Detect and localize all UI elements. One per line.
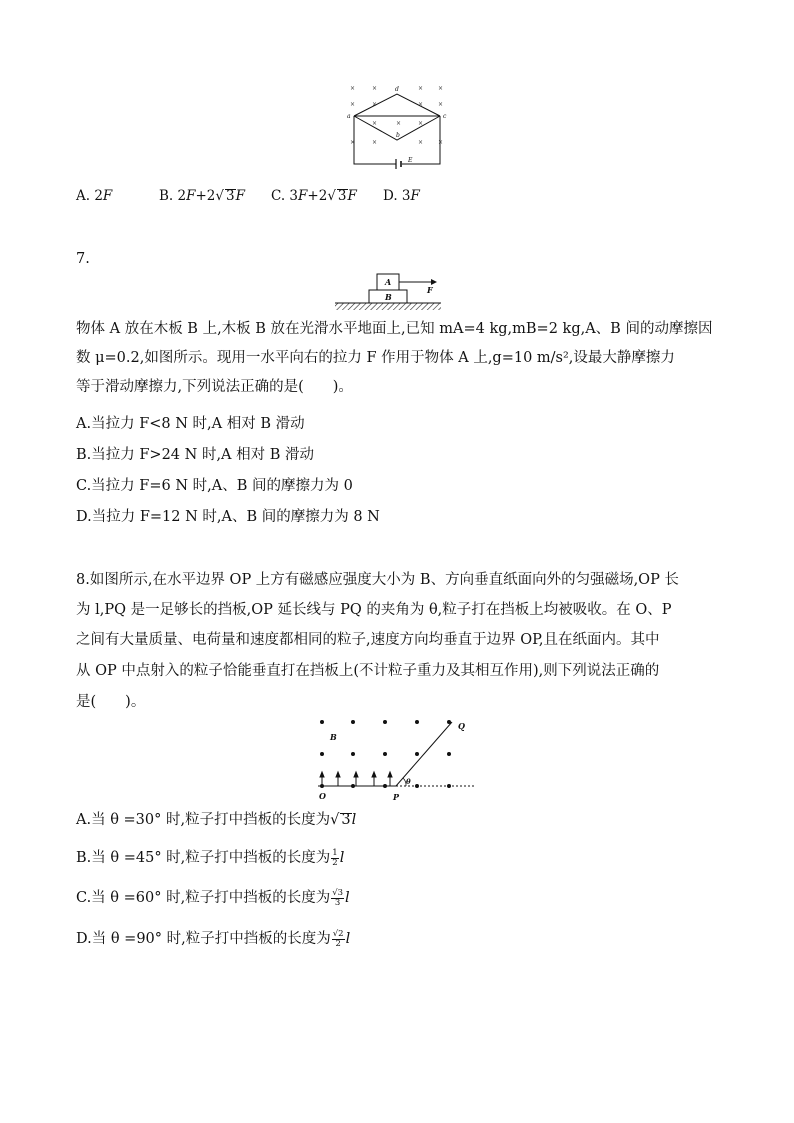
q8-option-d: D.当 θ =90° 时,粒子打中挡板的长度为 $\frac{√2}{2}$ l [76, 928, 351, 949]
q7-stem-line-3: 等于滑动摩擦力,下列说法正确的是( )。 [76, 379, 353, 395]
label-theta: θ [406, 777, 411, 786]
q8-stem-line-3: 之间有大量质量、电荷量和速度都相同的粒子,速度方向均垂直于边界 OP,且在纸面内。其中 [76, 632, 660, 648]
svg-text:×: × [438, 139, 444, 146]
label-B: B [385, 292, 392, 302]
svg-text:×: × [418, 139, 424, 146]
label-B: B [330, 732, 337, 742]
label-d: d [395, 86, 399, 93]
q7-option-a: A.当拉力 F<8 N 时,A 相对 B 滑动 [76, 416, 305, 432]
q7-option-b: B.当拉力 F>24 N 时,A 相对 B 滑动 [76, 447, 315, 463]
q7-option-c: C.当拉力 F=6 N 时,A、B 间的摩擦力为 0 [76, 478, 353, 494]
circuit-figure [340, 82, 460, 174]
svg-text:×: × [438, 101, 444, 108]
svg-text:×: × [438, 85, 444, 92]
svg-text:×: × [372, 120, 378, 127]
label-O: O [319, 791, 326, 801]
q8-option-b: B.当 θ =45° 时,粒子打中挡板的长度为 $\frac{1}{2}$ l [76, 847, 345, 868]
label-Q: Q [458, 721, 465, 731]
label-F: F [427, 285, 433, 295]
block-figure [333, 268, 443, 312]
q8-stem-line-2: 为 l,PQ 是一足够长的挡板,OP 延长线与 PQ 的夹角为 θ,粒子打在挡板上均被吸收。在 O、P [76, 602, 672, 618]
svg-text:×: × [418, 120, 424, 127]
svg-text:×: × [350, 139, 356, 146]
label-E: E [408, 157, 413, 164]
q8-stem-line-4: 从 OP 中点射入的粒子恰能垂直打在挡板上(不计粒子重力及其相互作用),则下列说法正确的 [76, 663, 660, 679]
q7-option-d: D.当拉力 F=12 N 时,A、B 间的摩擦力为 8 N [76, 509, 380, 525]
svg-text:×: × [350, 101, 356, 108]
svg-text:×: × [372, 139, 378, 146]
field-dots [320, 720, 451, 788]
label-P: P [393, 792, 400, 802]
q7-stem-line-1: 物体 A 放在木板 B 上,木板 B 放在光滑水平地面上,已知 mA=4 kg,mB=2 kg,A、B 间的动摩擦因 [76, 321, 713, 337]
q6-option-d: D. 3F [383, 188, 420, 204]
svg-text:×: × [396, 120, 402, 127]
label-c: c [443, 113, 447, 120]
svg-text:×: × [418, 85, 424, 92]
q8-option-a: A.当 θ =30° 时,粒子打中挡板的长度为√ 3l [76, 812, 357, 828]
magnetic-field-figure [310, 714, 482, 806]
q6-option-a: A. 2F [76, 188, 113, 204]
q6-option-b: B. 2F+2√ 3F [159, 188, 245, 204]
q7-number: 7. [76, 251, 90, 267]
svg-text:×: × [372, 85, 378, 92]
label-a: a [347, 113, 351, 120]
label-A: A [385, 277, 392, 287]
svg-text:×: × [372, 101, 378, 108]
q8-stem-line-1: 8.如图所示,在水平边界 OP 上方有磁感应强度大小为 B、方向垂直纸面向外的匀强磁场,OP 长 [76, 572, 679, 588]
q8-option-c: C.当 θ =60° 时,粒子打中挡板的长度为 $\frac{√3}{3}$ l [76, 887, 350, 908]
q7-stem-line-2: 数 μ=0.2,如图所示。现用一水平向右的拉力 F 作用于物体 A 上,g=10 m/s²,设最大静摩擦力 [76, 350, 675, 366]
q8-stem-line-5: 是( )。 [76, 694, 146, 710]
label-b: b [396, 132, 400, 139]
svg-text:×: × [350, 85, 356, 92]
particle-arrows [320, 772, 392, 786]
svg-text:×: × [418, 101, 424, 108]
q6-option-c: C. 3F+2√ 3F [271, 188, 357, 204]
